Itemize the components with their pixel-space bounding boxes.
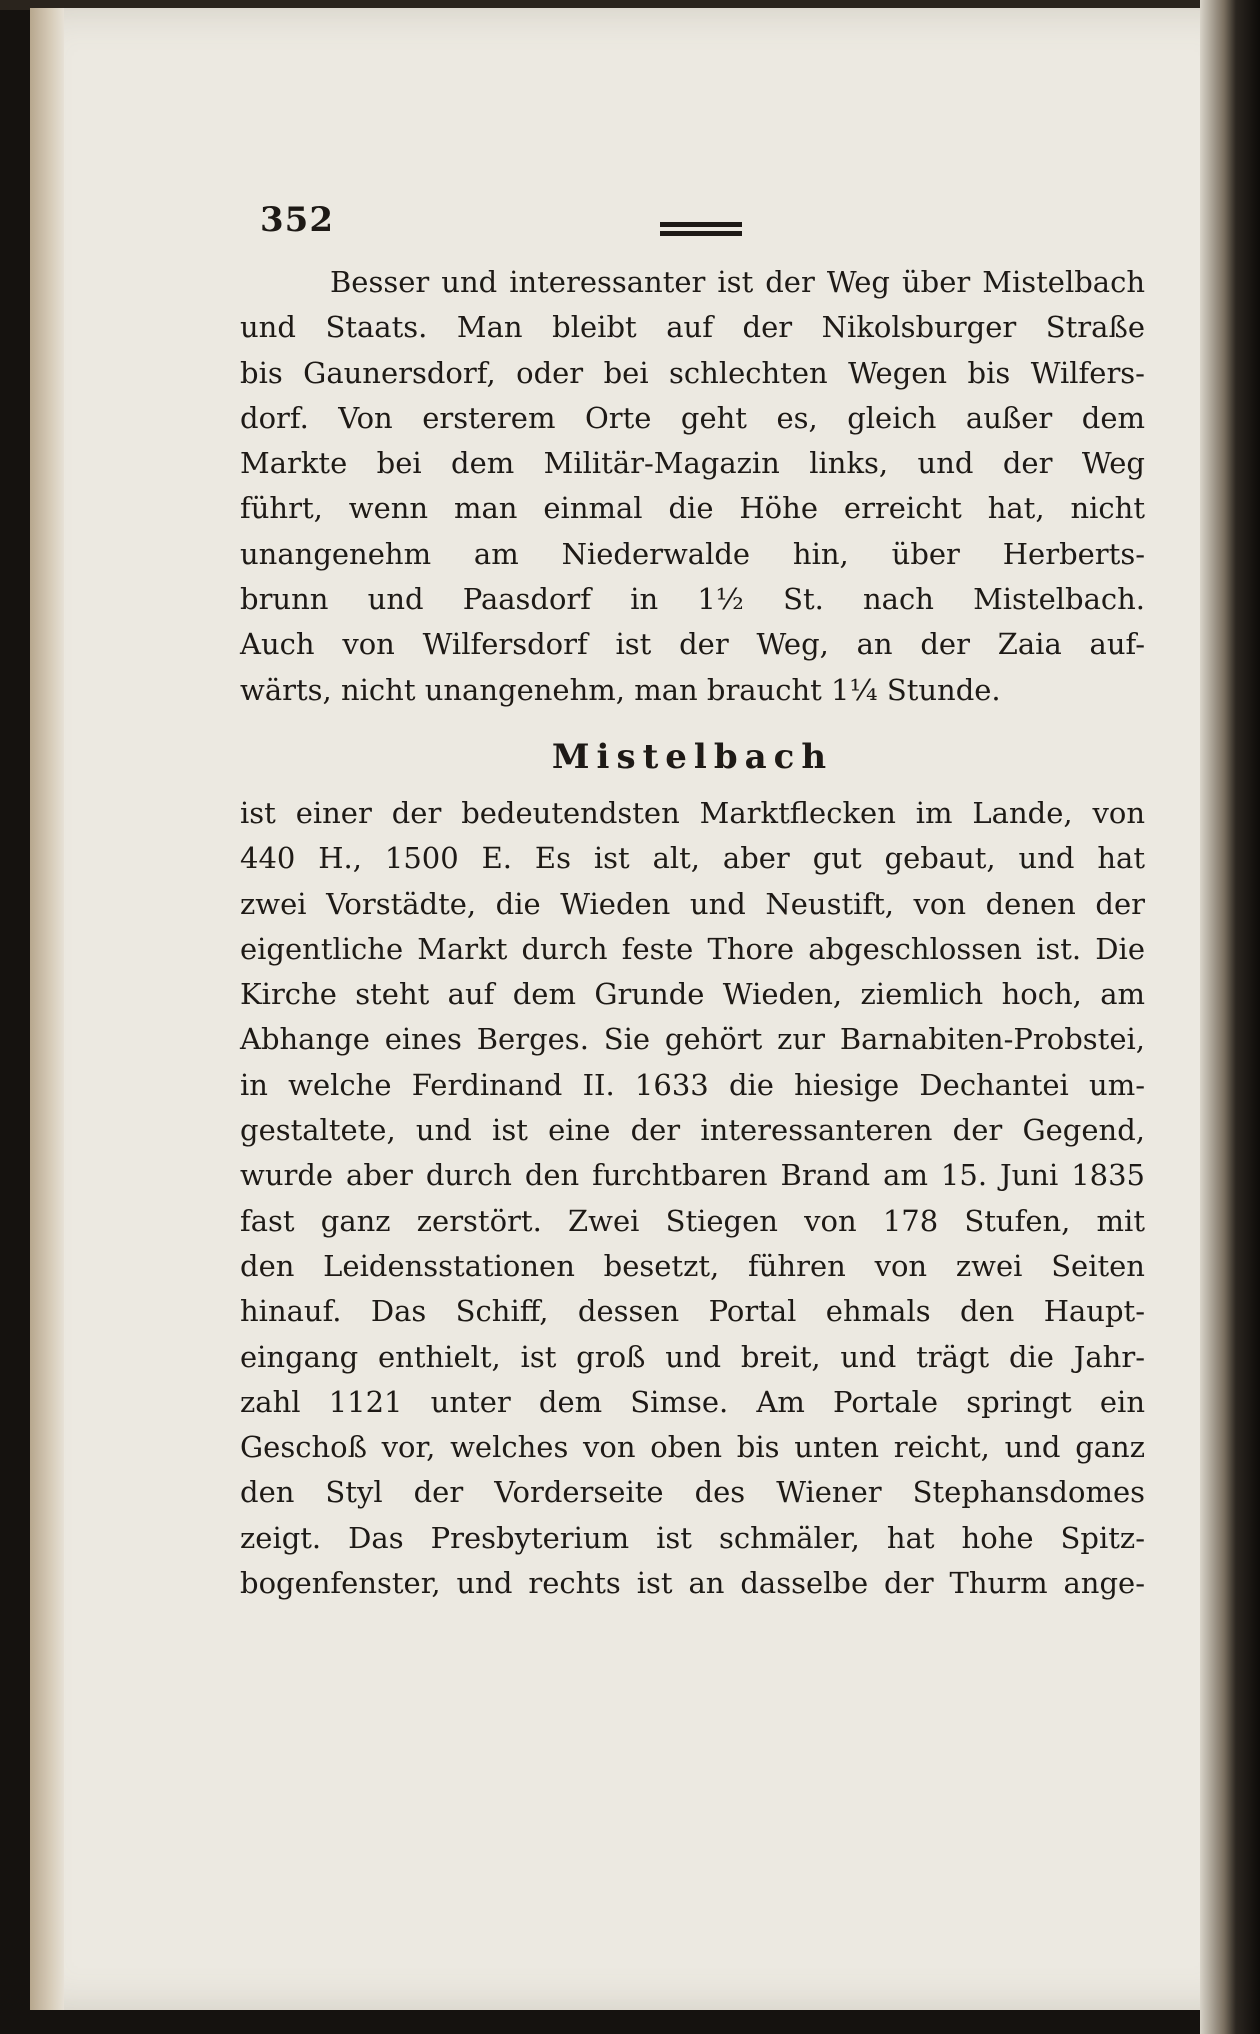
text-line: Markte bei dem Militär-Magazin links, und der Weg xyxy=(240,446,1145,481)
page-number: 352 xyxy=(260,200,334,240)
paragraph-mistelbach xyxy=(240,791,1145,1606)
text-line: wärts, nicht unangenehm, man braucht 1¼ Stunde. xyxy=(240,672,1001,707)
text-line: den Styl der Vorderseite des Wiener Stephansdomes xyxy=(240,1475,1145,1510)
text-line: dorf. Von ersterem Orte geht es, gleich außer dem xyxy=(240,400,1145,435)
text-line: brunn und Paasdorf in 1½ St. nach Mistelbach. xyxy=(240,582,1145,617)
text-line: wurde aber durch den furchtbaren Brand am 15. Juni 1835 xyxy=(240,1158,1145,1193)
text-line: 440 H., 1500 E. Es ist alt, aber gut gebaut, und hat xyxy=(240,841,1145,876)
text-line: den Leidensstationen besetzt, führen von zwei Seiten xyxy=(240,1248,1145,1283)
text-line: unangenehm am Niederwalde hin, über Herberts- xyxy=(240,536,1145,571)
text-line: hinauf. Das Schiff, dessen Portal ehmals den Haupt- xyxy=(240,1294,1145,1329)
text-line: in welche Ferdinand II. 1633 die hiesige Dechantei um- xyxy=(240,1067,1145,1102)
book-fore-edge xyxy=(1200,0,1260,2034)
text-line: Kirche steht auf dem Grunde Wieden, ziemlich hoch, am xyxy=(240,977,1145,1012)
text-line: führt, wenn man einmal die Höhe erreicht hat, nicht xyxy=(240,491,1145,526)
text-line: Abhange eines Berges. Sie gehört zur Barnabiten-Probstei, xyxy=(240,1022,1145,1057)
text-line: zeigt. Das Presbyterium ist schmäler, hat hohe Spitz- xyxy=(240,1520,1145,1555)
book-gutter xyxy=(30,8,64,2010)
text-line: Geschoß vor, welches von oben bis unten reicht, und ganz xyxy=(240,1430,1145,1465)
text-line: eigentliche Markt durch feste Thore abgeschlossen ist. Die xyxy=(240,931,1145,966)
text-line: Besser und interessanter ist der Weg über Mistelbach xyxy=(330,265,1145,299)
text-line: gestaltete, und ist eine der interessanteren der Gegend, xyxy=(240,1113,1145,1148)
page-header xyxy=(240,190,1145,260)
text-line: zwei Vorstädte, die Wieden und Neustift, von denen der xyxy=(240,886,1145,921)
text-line: zahl 1121 unter dem Simse. Am Portale springt ein xyxy=(240,1384,1145,1419)
text-line: und Staats. Man bleibt auf der Nikolsburger Straße xyxy=(240,310,1145,345)
page-content xyxy=(240,190,1145,1606)
header-double-rule xyxy=(660,222,742,236)
text-line: fast ganz zerstört. Zwei Stiegen von 178 Stufen, mit xyxy=(240,1203,1145,1238)
section-heading: Mistelbach xyxy=(551,736,834,777)
text-line: bis Gaunersdorf, oder bei schlechten Wegen bis Wilfers- xyxy=(240,355,1145,390)
text-line: Auch von Wilfersdorf ist der Weg, an der Zaia auf- xyxy=(240,627,1145,662)
text-line: ist einer der bedeutendsten Marktflecken im Lande, von xyxy=(240,795,1145,830)
text-line: bogenfenster, und rechts ist an dasselbe der Thurm ange- xyxy=(240,1566,1145,1601)
text-line: eingang enthielt, ist groß und breit, und trägt die Jahr- xyxy=(240,1339,1145,1374)
paragraph-route xyxy=(240,260,1145,713)
